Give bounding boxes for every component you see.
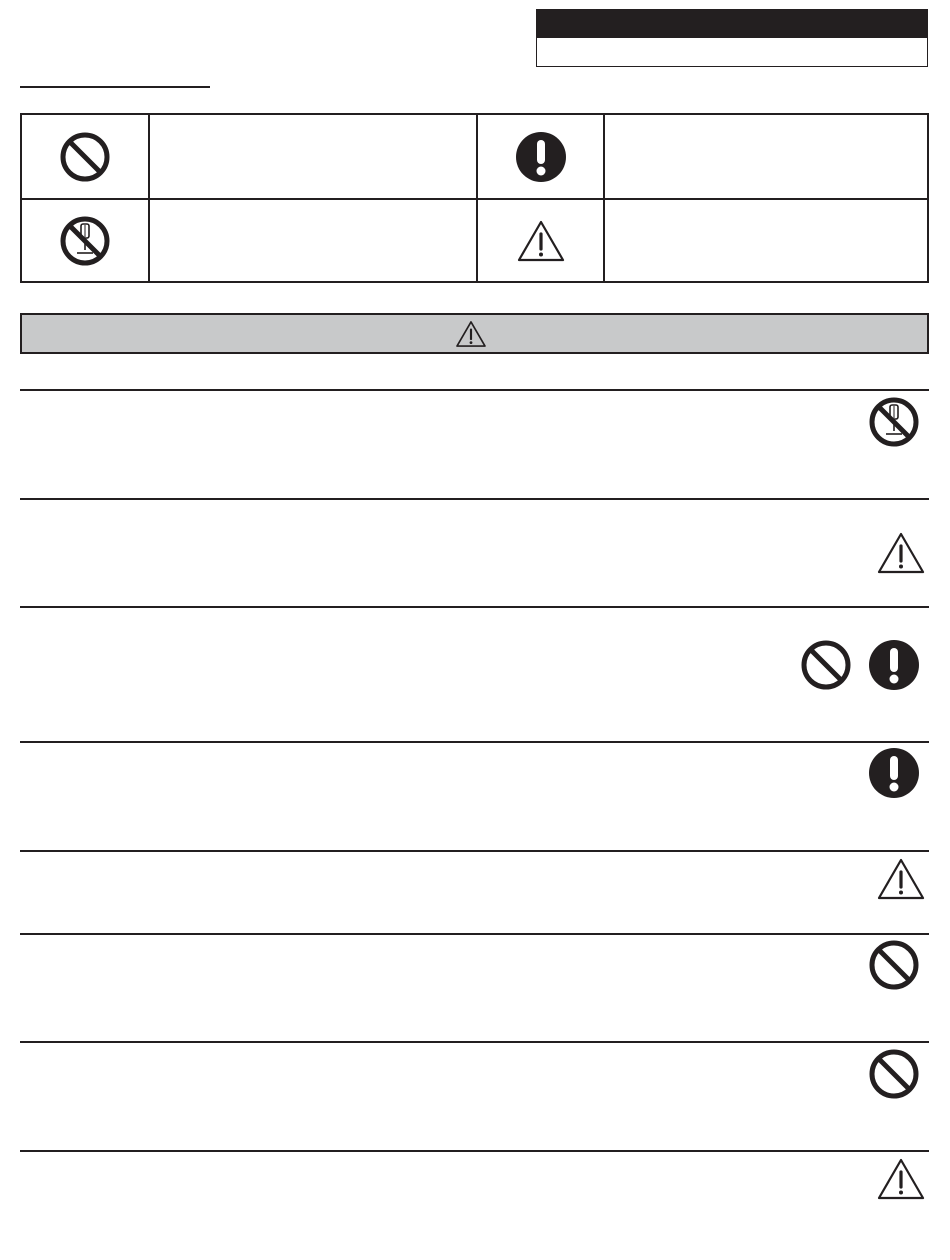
legend-cell-icon bbox=[22, 115, 148, 198]
section-divider bbox=[20, 389, 929, 391]
caution-triangle-icon bbox=[876, 857, 926, 901]
caution-triangle-icon bbox=[516, 219, 566, 263]
prohibition-icon bbox=[868, 1048, 920, 1100]
header-box bbox=[536, 9, 928, 67]
caution-triangle-icon bbox=[876, 1157, 926, 1201]
section-icon-cell bbox=[876, 856, 926, 902]
header-black-bar bbox=[537, 10, 927, 38]
legend-cell-icon bbox=[478, 200, 603, 281]
header-white-bar bbox=[537, 38, 927, 66]
legend-text bbox=[150, 200, 476, 281]
page-title bbox=[20, 62, 210, 84]
section-divider bbox=[20, 498, 929, 500]
section-divider bbox=[20, 1150, 929, 1152]
mandatory-action-icon bbox=[868, 747, 920, 799]
section-icon-cell bbox=[866, 745, 922, 801]
section-divider bbox=[20, 933, 929, 935]
section-icon-cell bbox=[876, 530, 926, 576]
section-icon-cell bbox=[866, 937, 922, 993]
prohibition-icon bbox=[868, 939, 920, 991]
section-divider bbox=[20, 850, 929, 852]
do-not-disassemble-icon bbox=[59, 215, 111, 267]
section-icon-cell bbox=[866, 637, 922, 693]
legend-text bbox=[605, 200, 927, 281]
legend-text bbox=[150, 115, 476, 198]
title-underline bbox=[20, 86, 210, 88]
section-divider bbox=[20, 1041, 929, 1043]
mandatory-action-icon bbox=[868, 639, 920, 691]
warning-banner bbox=[20, 313, 929, 354]
section-divider bbox=[20, 741, 929, 743]
caution-triangle-icon bbox=[876, 531, 926, 575]
prohibition-icon bbox=[800, 639, 852, 691]
section-icon-cell bbox=[866, 394, 922, 450]
mandatory-action-icon bbox=[515, 131, 567, 183]
legend-text bbox=[605, 115, 927, 198]
do-not-disassemble-icon bbox=[868, 396, 920, 448]
symbol-legend-table bbox=[20, 113, 929, 283]
legend-cell-icon bbox=[478, 115, 603, 198]
section-icon-cell bbox=[798, 637, 854, 693]
section-icon-cell bbox=[866, 1046, 922, 1102]
legend-cell-icon bbox=[22, 200, 148, 281]
section-divider bbox=[20, 606, 929, 608]
prohibition-icon bbox=[59, 131, 111, 183]
section-icon-cell bbox=[876, 1156, 926, 1202]
caution-triangle-icon bbox=[455, 320, 487, 348]
